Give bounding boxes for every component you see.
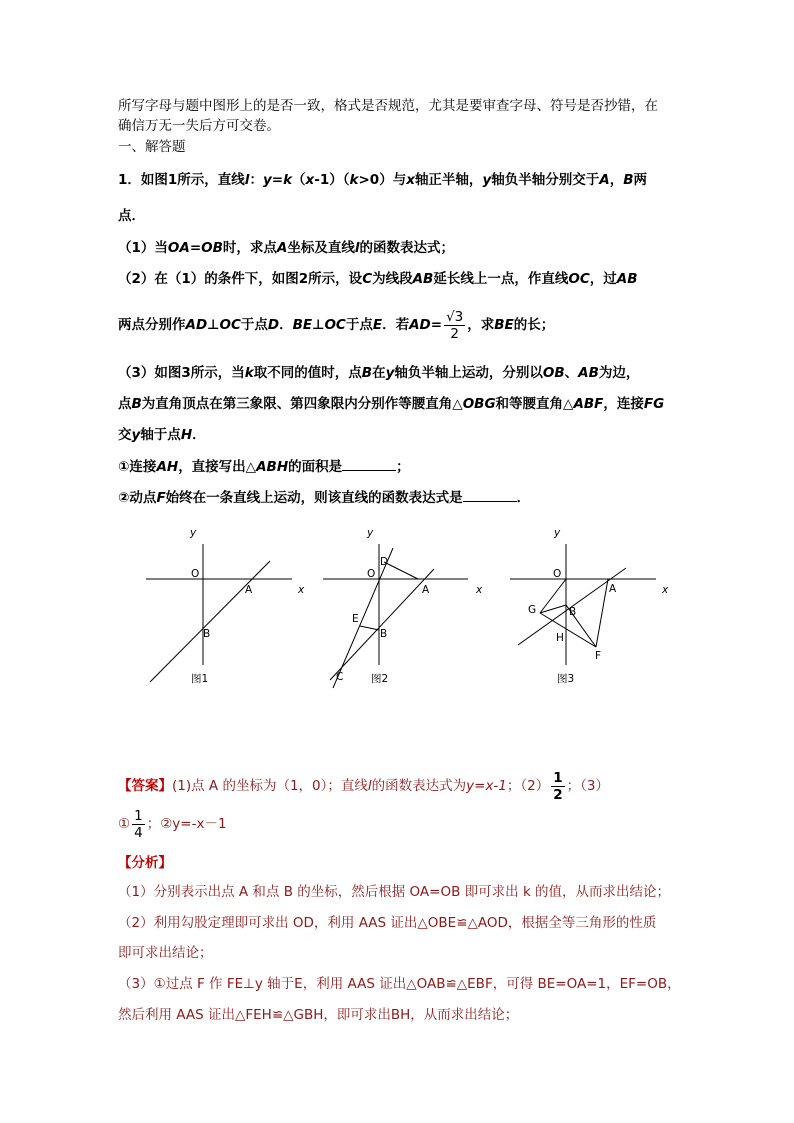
subquestion-1: ①连接AH，直接写出△ABH的面积是 ； [118, 456, 410, 477]
fig2-line-oc [333, 548, 393, 688]
fig3-segment-af [596, 579, 608, 647]
fig3-segment-og [540, 579, 566, 613]
question-2b: 两点分别作AD⊥OC于点D．BE⊥OC于点E．若AD= $\frac{√3}{2}$ ，求BE的长； [118, 308, 555, 342]
analysis-line-5: 然后利用 AAS 证出△FEH≌△GBH，即可求出BH，从而求出结论； [118, 1007, 519, 1023]
question-3: （3）如图3所示，当k取不同的值时，点B在y轴负半轴上运动，分别以OB、AB为边， [118, 365, 640, 381]
fig3-label-o: O [553, 568, 562, 580]
question-3b: 点B为直角顶点在第三象限、第四象限内分别作等腰直角△OBG和等腰直角△ABF，连接FG [118, 396, 665, 412]
fig3-label-a: A [609, 583, 617, 595]
problem-line-1: 1．如图1所示，直线l：y=k（x-1）（k>0）与x轴正半轴，y轴负半轴分别交于A，B两 [118, 172, 647, 188]
question-2: （2）在（1）的条件下，如图2所示，设C为线段AB延长线上一点，作直线OC，过AB [118, 271, 638, 287]
fraction-sqrt3-over-2: $\frac{√3}{2}$ [446, 308, 464, 342]
fig3-x-label: x [662, 584, 669, 596]
fig2-segment-ad [384, 562, 418, 579]
fig3-label-f: F [595, 650, 602, 662]
analysis-line-2: （2）利用勾股定理即可求出 OD，利用 AAS 证出△OBE≌△AOD，根据全等三角形的性质 [118, 915, 657, 931]
fig1-label-b: B [203, 628, 211, 640]
analysis-line-1: （1）分别表示出点 A 和点 B 的坐标，然后根据 OA=OB 即可求出 k 的值，从而求出结论； [118, 884, 671, 900]
fig2-segment-be [360, 626, 379, 630]
answer-line-1: 【答案】(1)点 A 的坐标为（1，0）；直线l的函数表达式为y=x-1；（2） $\frac{1}{2}$ ；（3） [118, 769, 609, 803]
fig2-caption: 图2 [371, 673, 389, 685]
answer-fraction-quarter: $\frac{1}{4}$ [134, 807, 143, 841]
question-3c: 交y轴于点H． [118, 427, 206, 443]
answer-blank-1[interactable] [342, 456, 396, 471]
fig3-caption: 图3 [557, 673, 575, 685]
analysis-tag: 【分析】 [118, 855, 172, 871]
fig2-label-b: B [380, 628, 388, 640]
fig3-label-g: G [528, 604, 537, 616]
answer-line-2: ① $\frac{1}{4}$ ；②y=-x－1 [118, 807, 227, 841]
fig1-caption: 图1 [191, 673, 209, 685]
fig2-label-e: E [352, 613, 359, 625]
fig3-y-label: y [554, 527, 561, 539]
fig1-label-o: O [191, 568, 200, 580]
fig2-label-c: C [336, 671, 344, 683]
fig2-x-label: x [476, 584, 483, 596]
section-heading: 一、解答题 [118, 139, 186, 155]
question-1: （1）当OA=OB时，求点A坐标及直线l的函数表达式； [118, 240, 455, 256]
fig2-line-ab [330, 569, 434, 680]
intro-line-2: 确信万无一失后方可交卷。 [118, 118, 280, 134]
fig1-x-label: x [298, 584, 305, 596]
fig3-segment-gf [540, 613, 596, 647]
analysis-line-3: 即可求出结论； [118, 945, 213, 961]
fig3-label-h: H [556, 632, 564, 644]
fig3-triangle-obg [540, 605, 596, 647]
figures [0, 520, 794, 690]
fig1-y-label: y [190, 527, 197, 539]
fig3-label-b: B [569, 606, 577, 618]
analysis-line-4: （3）①过点 F 作 FE⊥y 轴于E，利用 AAS 证出△OAB≌△EBF，可得 BE=OA=1，EF=OB， [118, 976, 681, 992]
fig2-label-d: D [380, 556, 389, 568]
fig1-label-a: A [245, 584, 253, 596]
subquestion-2: ②动点F始终在一条直线上运动，则该直线的函数表达式是 ． [118, 487, 530, 508]
fig2-y-label: y [367, 527, 374, 539]
fig2-label-o: O [367, 568, 376, 580]
intro-line-1: 所写字母与题中图形上的是否一致，格式是否规范，尤其是要审查字母、符号是否抄错，在 [118, 98, 658, 114]
problem-line-1b: 点． [118, 208, 145, 224]
fig2-label-a: A [422, 584, 430, 596]
answer-fraction-half: $\frac{1}{2}$ [553, 769, 563, 803]
answer-blank-2[interactable] [463, 487, 517, 502]
